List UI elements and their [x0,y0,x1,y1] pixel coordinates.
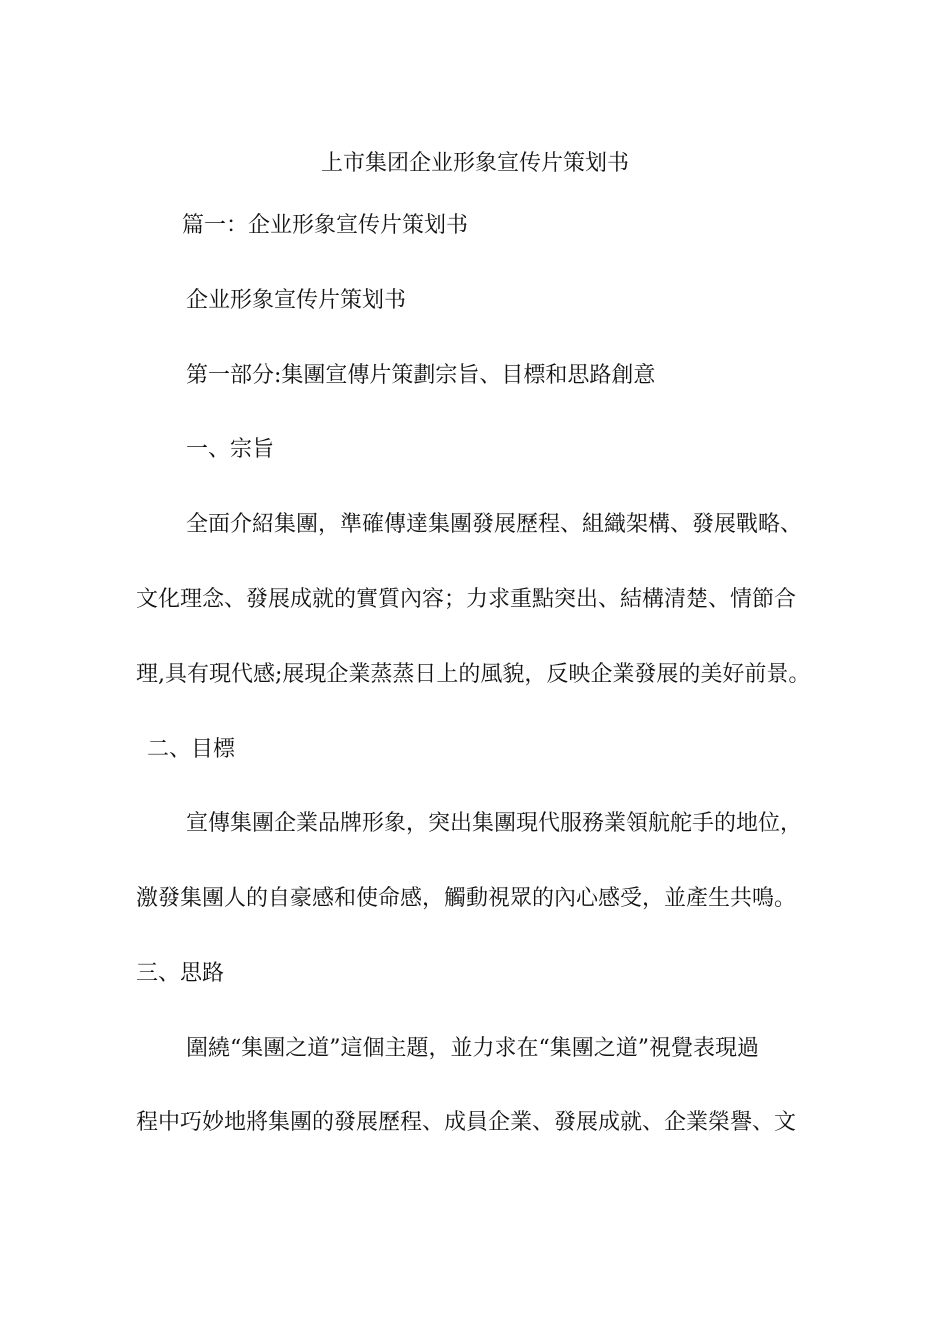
chapter-heading: 篇一：企业形象宣传片策划书 [182,213,469,238]
section-heading-goal: 二、目標 [147,737,236,762]
part-heading: 第一部分:集團宣傳片策劃宗旨、目標和思路創意 [186,363,656,388]
document-subtitle: 企业形象宣传片策划书 [186,288,407,313]
paragraph-line: 宣傳集團企業品牌形象，突出集團現代服務業領航舵手的地位， [186,811,803,836]
section-heading-purpose: 一、宗旨 [186,437,275,462]
document-title: 上市集团企业形象宣传片策划书 [320,151,629,176]
section-heading-approach: 三、思路 [136,961,225,986]
paragraph-line: 圍繞“集團之道”這個主題，並力求在“集團之道”視覺表現過 [186,1036,759,1061]
paragraph-line: 激發集團人的自豪感和使命感，觸動視眾的內心感受，並產生共鳴。 [136,886,797,911]
paragraph-line: 理,具有現代感;展現企業蒸蒸日上的風貌，反映企業發展的美好前景。 [136,662,811,687]
paragraph-line: 文化理念、發展成就的實質內容；力求重點突出、結構清楚、情節合 [136,587,797,612]
paragraph-line: 程中巧妙地將集團的發展歷程、成員企業、發展成就、企業榮譽、文 [136,1110,797,1135]
paragraph-line: 全面介紹集團，準確傳達集團發展歷程、組織架構、發展戰略、 [186,512,803,537]
